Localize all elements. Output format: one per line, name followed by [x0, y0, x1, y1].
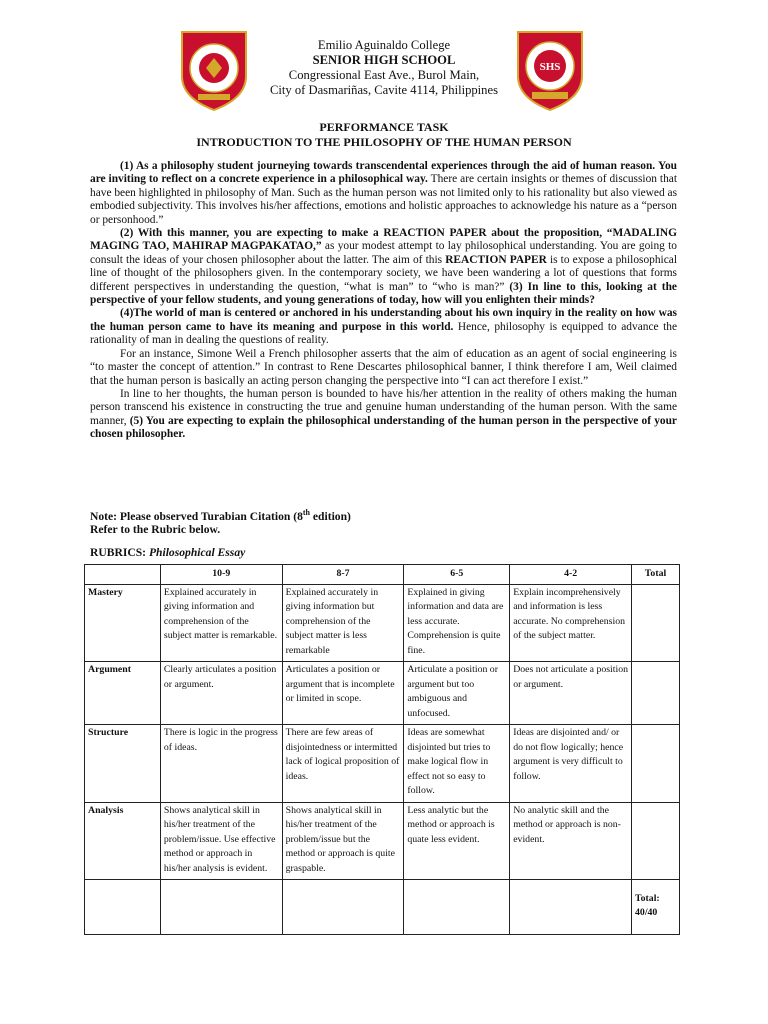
paragraph-2-bold-2: REACTION PAPER [445, 253, 547, 266]
address-line-2: City of Dasmariñas, Cavite 4114, Philippines [270, 83, 498, 97]
criterion-structure: Structure [85, 725, 161, 803]
letterhead [250, 38, 518, 98]
note-sup: th [302, 508, 310, 517]
college-name: Emilio Aguinaldo College [317, 38, 451, 52]
paragraph-4-text: For an instance, Simone Weil a French philosopher asserts that the aim of education as an agent of social engineering is “to master the concept of attention.” In contrast to Rene Descartes philosophical banner, I think therefore I am, Weil claimed that the human person is basically an acting person changing the perspective into “I can act therefore I exist.” [90, 347, 677, 387]
table-cell: Ideas are somewhat disjointed but tries to make logical flow in effect not so easy to follow. [404, 725, 510, 803]
criterion-analysis: Analysis [85, 802, 161, 880]
table-cell: Shows analytical skill in his/her treatment of the problem/issue. Use effective method or approach in his/her analysis is evident. [160, 802, 282, 880]
paragraph-2 [90, 227, 677, 307]
table-cell-empty [282, 880, 404, 935]
paragraph-1 [90, 160, 677, 227]
paragraph-5 [90, 388, 677, 442]
paragraph-2-text: as your modest attempt to lay philosophical understanding. You are going to consult the ideas of your chosen philosopher about the latter. The aim of this [90, 240, 677, 266]
note-suffix: edition) [310, 509, 351, 523]
rubric-header-6-5: 6-5 [404, 565, 510, 585]
rubric-label-italic: Philosophical Essay [148, 546, 246, 559]
shs-initials: SHS [539, 61, 561, 73]
rubric-header-total: Total [632, 565, 680, 585]
rubric-label-prefix: RUBRICS: [90, 546, 149, 559]
note-line-2: Refer to the Rubric below. [90, 523, 221, 537]
page-title: PERFORMANCE TASK [319, 120, 449, 134]
rubric-header-4-2: 4-2 [510, 565, 632, 585]
paragraph-2-bold-3: (3) In line to this, looking at the perspective of your fellow students, and young generations of today, how will you enlighten their minds? [90, 280, 677, 307]
table-cell: Does not articulate a position or argument. [510, 662, 632, 725]
table-cell-empty [160, 880, 282, 935]
college-seal-logo [176, 28, 252, 112]
school-name: SENIOR HIGH SCHOOL [312, 53, 456, 67]
paragraph-1-text: There are certain insights or themes of discussion that have been highlighted in philosophy of Man. Such as the human person was not limited only to his rationality but also viewed as embodied subjectivity. This involves his/her affections, emotions and holistic approaches to acknowledge his nature as a “person or personhood.” [90, 173, 677, 226]
paragraph-2-text-2: is to expose a philosophical line of thought of the philosophers given. In the contemporary society, we have been wandering a lot of questions that forms different perspectives in understanding the question, “what is man” to “who is man?” [90, 253, 677, 293]
total-cell [632, 662, 680, 725]
shs-seal-logo [512, 28, 588, 112]
rubric-label [90, 546, 245, 559]
paragraph-5-bold: (5) You are expecting to explain the philosophical understanding of the human person in the perspective of your chosen philosopher. [90, 414, 677, 441]
grand-total-cell [632, 880, 680, 935]
table-row [85, 584, 680, 662]
paragraph-4 [90, 348, 677, 388]
paragraph-3-text: Hence, philosophy is equipped to advance the rationality of man in dealing the questions of reality. [90, 320, 677, 347]
paragraph-3 [90, 307, 677, 347]
table-row [85, 725, 680, 803]
paragraph-1-bold: (1) As a philosophy student journeying towards transcendental experiences through the aid of human reason. You are inviting to reflect on a concrete experience in a philosophical way. [90, 160, 677, 186]
table-row [85, 802, 680, 880]
table-cell: Clearly articulates a position or argument. [160, 662, 282, 725]
total-cell [632, 725, 680, 803]
table-cell: Explain incomprehensively and information is less accurate. No comprehension of the subject matter. [510, 584, 632, 662]
table-cell: Less analytic but the method or approach is quate less evident. [404, 802, 510, 880]
note-prefix: Note: Please observed Turabian Citation (8 [90, 509, 303, 523]
table-cell: Explained in giving information and data are less accurate. Comprehension is quite fine. [404, 584, 510, 662]
page-subtitle: INTRODUCTION TO THE PHILOSOPHY OF THE HUMAN PERSON [196, 135, 572, 149]
table-cell: There is logic in the progress of ideas. [160, 725, 282, 803]
table-cell: Articulate a position or argument but too ambiguous and unfocused. [404, 662, 510, 725]
rubric-header-10-9: 10-9 [160, 565, 282, 585]
table-cell: No analytic skill and the method or approach is non-evident. [510, 802, 632, 880]
rubric-table [84, 564, 680, 935]
rubric-header-row [85, 565, 680, 585]
table-row-total [85, 880, 680, 935]
grand-total-label: Total: [635, 892, 660, 904]
total-cell [632, 584, 680, 662]
table-cell-empty [85, 880, 161, 935]
table-cell: Articulates a position or argument that is incomplete or limited in scope. [282, 662, 404, 725]
criterion-mastery: Mastery [85, 584, 161, 662]
grand-total-value: 40/40 [635, 907, 658, 918]
table-cell-empty [510, 880, 632, 935]
rubric-header-blank [85, 565, 161, 585]
table-row [85, 662, 680, 725]
paragraph-5-text: In line to her thoughts, the human person is bounded to have his/her attention in the reality of others making the human person transcend his existence in constructing the true and genuine human understanding of the human person. With the same manner, [90, 387, 677, 427]
rubric-header-8-7: 8-7 [282, 565, 404, 585]
table-cell: Explained accurately in giving information and comprehension of the subject matter is remarkable. [160, 584, 282, 662]
table-cell-empty [404, 880, 510, 935]
address-line-1: Congressional East Ave., Burol Main, [288, 68, 480, 82]
criterion-argument: Argument [85, 662, 161, 725]
total-cell [632, 802, 680, 880]
table-cell: Ideas are disjointed and/ or do not flow logically; hence argument is very difficult to follow. [510, 725, 632, 803]
paragraph-2-bold: (2) With this manner, you are expecting to make a REACTION PAPER about the proposition, “MADALING MAGING TAO, MAHIRAP MAGPAKATAO,” [90, 227, 677, 253]
document-titles [84, 120, 684, 150]
table-cell: Shows analytical skill in his/her treatment of the problem/issue but the method or approach is quite graspable. [282, 802, 404, 880]
table-cell: Explained accurately in giving information but comprehension of the subject matter is less remarkable [282, 584, 404, 662]
instructions-body [90, 160, 677, 442]
paragraph-3-bold: (4)The world of man is centered or anchored in his understanding about his own inquiry in the reality on how was the human person came to have its meaning and purpose in this world. [90, 307, 677, 333]
table-cell: There are few areas of disjointedness or intermitted lack of logical proposition of ideas. [282, 725, 404, 803]
note-line-1 [90, 506, 650, 523]
citation-note [90, 506, 650, 537]
